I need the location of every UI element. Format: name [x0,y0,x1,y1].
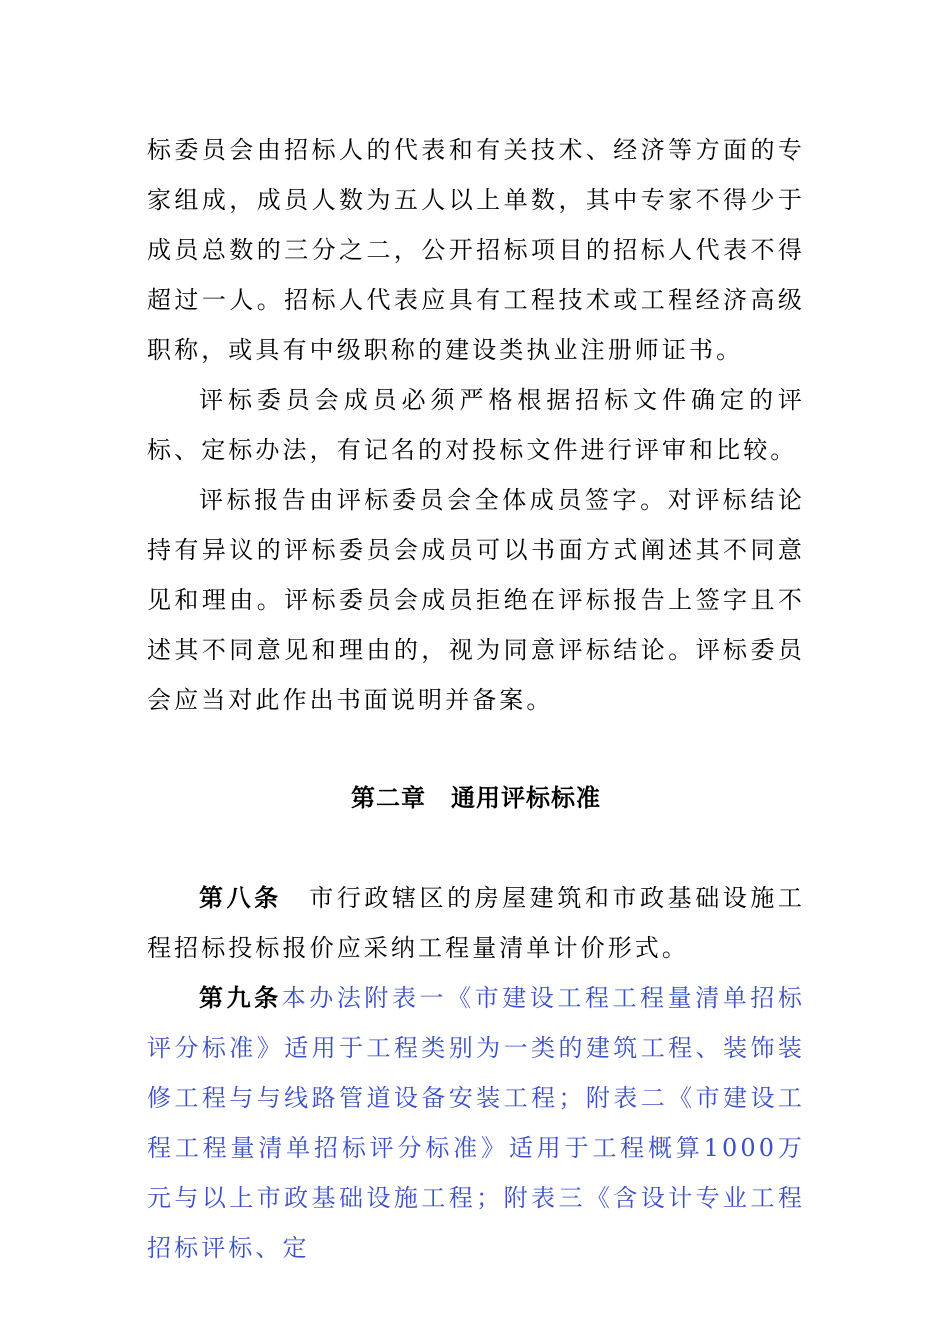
article-8-paragraph [147,873,805,973]
article-9-text: 本办法附表一《市建设工程工程量清单招标评分标准》适用于工程类别为一类的建筑工程、装饰装修工程与与线路管道设备安装工程；附表二《市建设工程工程量清单招标评分标准》适用于工程概算1000万元与以上市政基础设施工程；附表三《含设计专业工程招标评标、定 [147,984,805,1262]
article-8-text: 市行政辖区的房屋建筑和市政基础设施工程招标投标报价应采纳工程量清单计价形式。 [147,884,805,962]
article-9-paragraph [147,973,805,1273]
article-9-label: 第九条 [199,983,282,1012]
paragraph-committee-composition: 标委员会由招标人的代表和有关技术、经济等方面的专家组成，成员人数为五人以上单数，其中专家不得少于成员总数的三分之二，公开招标项目的招标人代表不得超过一人。招标人代表应具有工程技术或工程经济高级职称，或具有中级职称的建设类执业注册师证书。 [147,136,805,364]
article-8-label: 第八条 [199,883,282,912]
paragraph-evaluation-report: 评标报告由评标委员会全体成员签字。对评标结论持有异议的评标委员会成员可以书面方式阐述其不同意见和理由。评标委员会成员拒绝在评标报告上签字且不述其不同意见和理由的，视为同意评标结论。评标委员会应当对此作出书面说明并备案。 [147,486,805,714]
chapter-heading: 第二章 通用评标标准 [351,783,601,812]
paragraph-committee-duties: 评标委员会成员必须严格根据招标文件确定的评标、定标办法，有记名的对投标文件进行评审和比较。 [147,386,805,464]
